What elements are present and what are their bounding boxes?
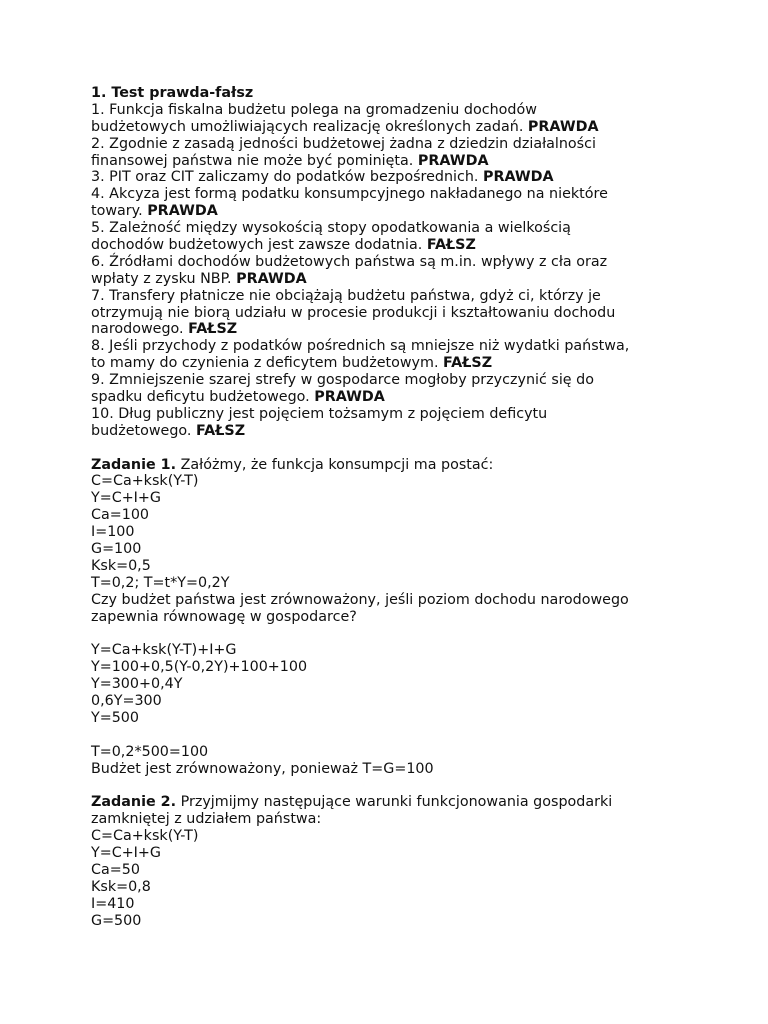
item-text: wpłaty z zysku NBP. (91, 270, 232, 287)
equation: C=Ca+ksk(Y-T) (91, 473, 199, 490)
section-title: 1. Test prawda-fałsz (91, 85, 254, 101)
item-text: towary. (91, 203, 143, 220)
answer-label: PRAWDA (527, 118, 599, 135)
test-item (91, 372, 741, 406)
item-text: finansowej państwa nie może być pominięta. (91, 152, 414, 169)
equation: T=0,2; T=t*Y=0,2Y (91, 574, 230, 591)
equation: Y=C+I+G (91, 490, 161, 507)
task-label: Zadanie 2. (91, 794, 177, 811)
solution-step: 0,6Y=300 (91, 693, 162, 710)
answer-label: PRAWDA (314, 389, 385, 406)
test-item (91, 169, 741, 186)
answer-label: PRAWDA (147, 203, 218, 220)
answer-label: PRAWDA (417, 152, 489, 169)
item-text: 9. Zmniejszenie szarej strefy w gospodarce mogłoby przyczynić się do (91, 372, 594, 389)
solution-step: Y=100+0,5(Y-0,2Y)+100+100 (91, 659, 308, 676)
equation: Ksk=0,8 (91, 878, 151, 895)
conclusion-line: T=0,2*500=100 (91, 743, 209, 760)
equation: I=410 (91, 895, 135, 912)
test-item (91, 254, 741, 288)
item-text: otrzymują nie biorą udziału w procesie produkcji i kształtowaniu dochodu (91, 304, 616, 321)
solution-step: Y=500 (91, 709, 140, 726)
document-page (91, 85, 741, 930)
test-item (91, 338, 741, 372)
item-text: 5. Zależność między wysokością stopy opodatkowania a wielkością (91, 220, 571, 237)
answer-label: PRAWDA (483, 169, 554, 186)
answer-label: PRAWDA (236, 270, 307, 287)
task-question: Czy budżet państwa jest zrównoważony, jeśli poziom dochodu narodowego (91, 591, 629, 608)
equation: Ksk=0,5 (91, 557, 151, 574)
solution-step: Y=300+0,4Y (91, 676, 183, 693)
item-text: narodowego. (91, 321, 184, 338)
equation: Y=C+I+G (91, 845, 161, 862)
equation: Ca=100 (91, 507, 150, 524)
item-text: budżetowych umożliwiających realizację określonych zadań. (91, 118, 524, 135)
item-text: 8. Jeśli przychody z podatków pośrednich są mniejsze niż wydatki państwa, (91, 338, 630, 355)
test-item (91, 102, 741, 136)
item-text: 4. Akcyza jest formą podatku konsumpcyjnego nakładanego na niektóre (91, 186, 608, 203)
task-question: zapewnia równowagę w gospodarce? (91, 608, 357, 625)
equation: Ca=50 (91, 861, 140, 878)
equation: G=500 (91, 912, 142, 929)
test-item (91, 136, 741, 170)
answer-label: FAŁSZ (196, 422, 246, 439)
item-text: 3. PIT oraz CIT zaliczamy do podatków bezpośrednich. (91, 169, 479, 186)
item-text: spadku deficytu budżetowego. (91, 389, 310, 406)
equation: C=Ca+ksk(Y-T) (91, 828, 199, 845)
task-intro: Przyjmijmy następujące warunki funkcjonowania gospodarki (180, 794, 613, 811)
item-text: budżetowego. (91, 422, 192, 439)
test-item (91, 406, 741, 440)
item-text: 6. Źródłami dochodów budżetowych państwa są m.in. wpływy z cła oraz (91, 253, 608, 270)
solution-step: Y=Ca+ksk(Y-T)+I+G (91, 642, 237, 659)
test-item (91, 220, 741, 254)
equation: G=100 (91, 541, 142, 558)
answer-label: FAŁSZ (443, 355, 493, 372)
task-heading (91, 457, 741, 474)
item-text: 7. Transfery płatnicze nie obciążają budżetu państwa, gdyż ci, którzy je (91, 287, 601, 304)
item-text: dochodów budżetowych jest zawsze dodatnia. (91, 237, 423, 254)
equation: I=100 (91, 524, 135, 541)
answer-label: FAŁSZ (188, 321, 238, 338)
task-intro: Załóżmy, że funkcja konsumpcji ma postać: (180, 456, 494, 473)
conclusion-line: Budżet jest zrównoważony, ponieważ T=G=100 (91, 760, 434, 777)
item-text: to mamy do czynienia z deficytem budżetowym. (91, 355, 439, 372)
item-text: 2. Zgodnie z zasadą jedności budżetowej żadna z dziedzin działalności (91, 135, 596, 152)
item-text: 10. Dług publiczny jest pojęciem tożsamym z pojęciem deficytu (91, 405, 548, 422)
test-item (91, 186, 741, 220)
answer-label: FAŁSZ (426, 237, 476, 254)
task-intro: zamkniętej z udziałem państwa: (91, 811, 322, 828)
task-label: Zadanie 1. (91, 456, 177, 473)
task-heading (91, 794, 741, 811)
item-text: 1. Funkcja fiskalna budżetu polega na gromadzeniu dochodów (91, 101, 537, 118)
test-item (91, 288, 741, 339)
